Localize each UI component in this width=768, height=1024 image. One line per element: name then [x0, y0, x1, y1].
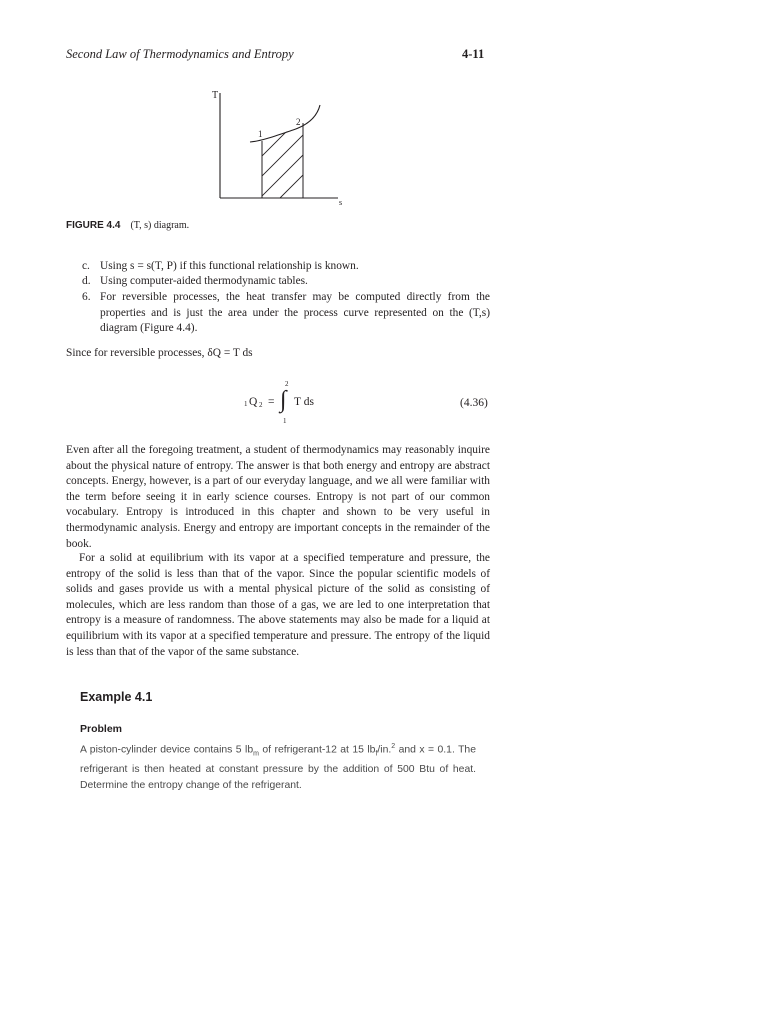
list-item-6-text: For reversible processes, the heat transfer may be computed directly from the properties and is just the area under the process curve represented on the (T,s) diagram (Figure 4.4). [100, 291, 490, 335]
problem-text-part-3: /in. [377, 744, 392, 756]
problem-heading: Problem [80, 723, 123, 735]
equation-number: (4.36) [460, 397, 488, 409]
ts-diagram [200, 85, 350, 215]
paragraph-solid-vapor: For a solid at equilibrium with its vapor at a specified temperature and pressure, the entropy of the solid is less than that of the vapor. Since the popular scientific models of solids and gases provide us with a mental physical picture of the solid as consisting of molecules, which are less random than those of a gas, we are led to one interpretation that entropy is a measure of randomness. The above statements may also be made for a liquid at equilibrium with its vapor at a specified temperature and pressure. The entropy of the liquid is less than that of the vapor of the same substance. [66, 552, 490, 658]
unit-subscript-m: m [253, 750, 259, 758]
point-1-label: 1 [258, 129, 263, 139]
list-item-d [82, 274, 490, 290]
running-head-title: Second Law of Thermodynamics and Entropy [66, 47, 294, 61]
x-axis-label: s [339, 198, 343, 207]
unit-superscript-2: 2 [391, 743, 396, 750]
list-item-6 [82, 290, 490, 337]
y-axis-label: T [212, 90, 219, 101]
eq-integrand: T ds [294, 396, 314, 408]
eq-lower-limit: 1 [283, 417, 287, 425]
list-item-c-label: c. [82, 260, 90, 272]
list-item-d-label: d. [82, 275, 91, 287]
eq-lhs-main: Q [249, 396, 258, 408]
unit-subscript-f: f [375, 750, 378, 758]
list-item-c-text: Using s = s(T, P) if this functional relationship is known. [100, 260, 359, 272]
integral-sign: ∫ [280, 387, 287, 413]
paragraph-entropy-nature: Even after all the foregoing treatment, a student of thermodynamics may reasonably inquire about the physical nature of entropy. The answer is that both energy and entropy are abstract concepts. Energy, however, is a part of our everyday language, and we all were familiar with the term before seeing it in early science courses. Entropy is not part of our common vocabulary. Entropy is introduced in this chapter and shown to be very useful in thermodynamic analysis. Energy and entropy are important concepts in the remainder of the book. [66, 444, 490, 550]
problem-text-part-4: and x = 0.1. The refrigerant is then heated at constant pressure by the addition of 500 Btu of heat. Determine the entropy change of the refrigerant. [80, 744, 476, 791]
example-title: Example 4.1 [80, 690, 153, 704]
since-line: Since for reversible processes, δQ = T ds [66, 347, 253, 359]
list-item-c [82, 259, 490, 275]
figure-caption [66, 220, 189, 231]
eq-lhs-sub: 2 [259, 401, 263, 409]
eq-upper-limit: 2 [285, 380, 289, 388]
problem-text-part-2: of refrigerant-12 at 15 lb [258, 744, 376, 756]
problem-text-part-1: A piston-cylinder device contains 5 lb [80, 744, 254, 756]
problem-statement [80, 739, 476, 793]
point-2-label: 2 [296, 117, 301, 127]
figure-caption-number: FIGURE 4.4 [66, 220, 121, 231]
eq-equals: = [268, 396, 275, 408]
hatched-area [200, 118, 350, 198]
figure-caption-text: (T, s) diagram. [130, 220, 190, 231]
page-number: 4-11 [462, 47, 485, 61]
eq-lhs-pre-sub: 1 [244, 400, 248, 408]
list-item-d-text: Using computer-aided thermodynamic tables. [100, 275, 308, 287]
list-item-6-label: 6. [82, 291, 91, 303]
